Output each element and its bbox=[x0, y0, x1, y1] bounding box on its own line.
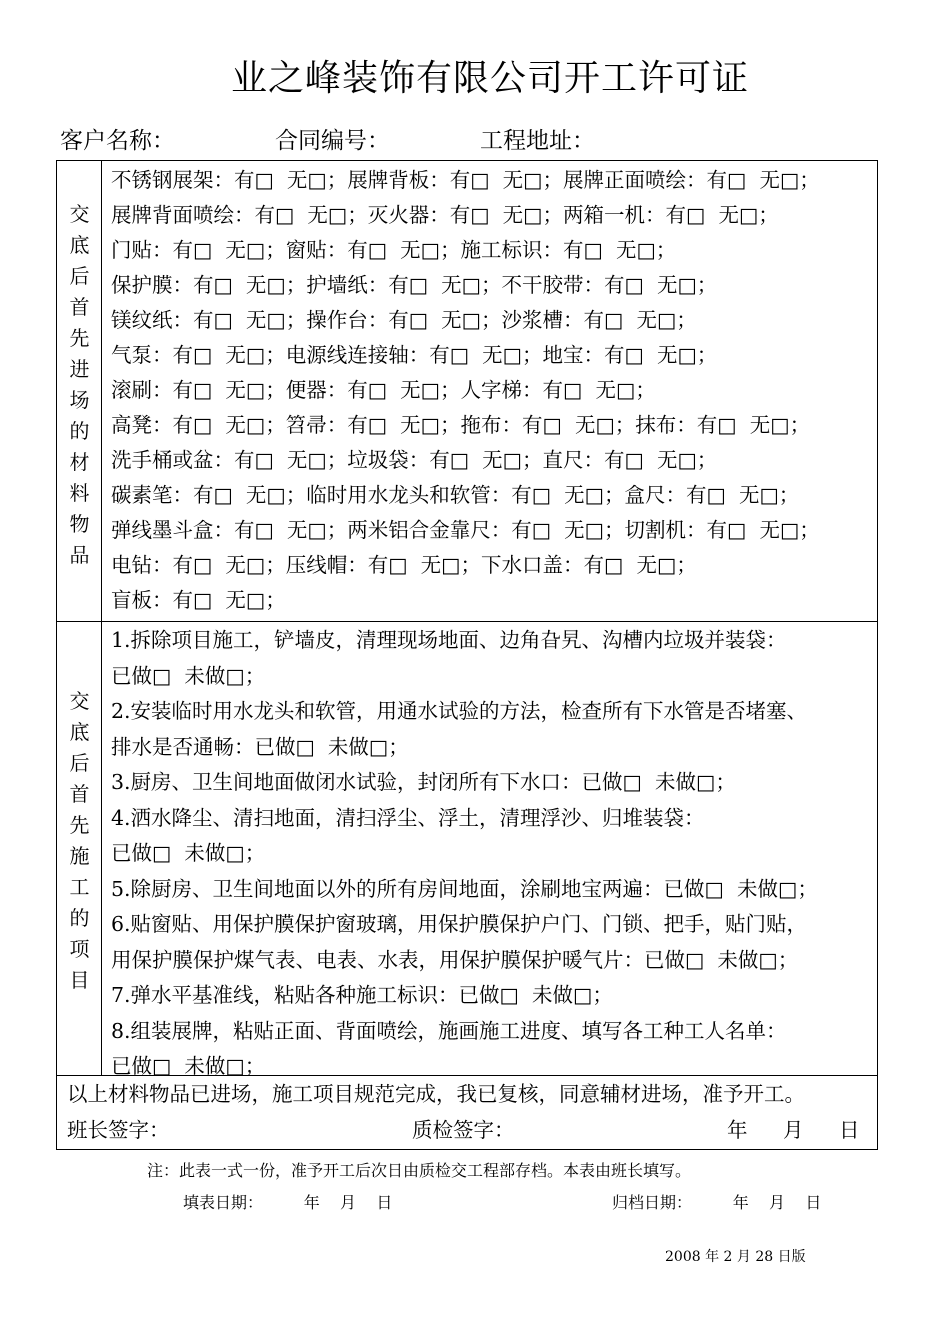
section-label-char: 材 bbox=[69, 450, 90, 474]
material-row: 盲板：有□ 无□； bbox=[111, 588, 286, 612]
material-row: 展牌背面喷绘：有□ 无□；灭火器：有□ 无□；两箱一机：有□ 无□； bbox=[111, 203, 779, 227]
section-label-char: 先 bbox=[69, 326, 90, 350]
construction-section-header bbox=[57, 621, 102, 1075]
material-row: 不锈钢展架：有□ 无□；展牌背板：有□ 无□；展牌正面喷绘：有□ 无□； bbox=[111, 168, 820, 192]
qc-signature-label: 质检签字： bbox=[412, 1118, 515, 1142]
material-row: 滚刷：有□ 无□；便器：有□ 无□；人字梯：有□ 无□； bbox=[111, 378, 656, 402]
construction-item-row: 排水是否通畅：已做□ 未做□； bbox=[111, 734, 409, 759]
construction-items-section bbox=[57, 621, 877, 1076]
section-label-char: 底 bbox=[69, 720, 90, 744]
permit-form-table bbox=[56, 160, 878, 1150]
project-address-label: 工程地址： bbox=[480, 128, 595, 154]
client-name-label: 客户名称： bbox=[60, 128, 175, 154]
section-label-char: 先 bbox=[69, 813, 90, 837]
version-label: 2008 年 2 月 28 日版 bbox=[665, 1249, 806, 1265]
section-label-char: 后 bbox=[69, 264, 90, 288]
construction-item-row: 1.拆除项目施工，铲墙皮，清理现场地面、边角旮旯、沟槽内垃圾并装袋： bbox=[111, 628, 787, 652]
section-label-char: 首 bbox=[69, 295, 90, 319]
construction-section-label bbox=[57, 686, 102, 996]
section-label-char: 施 bbox=[69, 844, 90, 868]
material-row: 高凳：有□ 无□；笤帚：有□ 无□；拖布：有□ 无□；抹布：有□ 无□； bbox=[111, 413, 811, 437]
signature-line bbox=[67, 1113, 867, 1143]
section-label-char: 交 bbox=[69, 689, 90, 713]
construction-item-row: 已做□ 未做□； bbox=[111, 663, 266, 688]
footer-note: 注：此表一式一份，准予开工后次日由质检交工程部存档。本表由班长填写。 bbox=[147, 1161, 692, 1180]
construction-item-row: 2.安装临时用水龙头和软管，用通水试验的方法，检查所有下水管是否堵塞、 bbox=[111, 699, 808, 723]
material-row: 弹线墨斗盒：有□ 无□；两米铝合金靠尺：有□ 无□；切割机：有□ 无□； bbox=[111, 518, 820, 542]
section-label-char: 首 bbox=[69, 782, 90, 806]
section-label-char: 工 bbox=[69, 875, 90, 899]
section-label-char: 项 bbox=[69, 937, 90, 961]
section-label-char: 场 bbox=[69, 388, 90, 412]
material-row: 碳素笔：有□ 无□；临时用水龙头和软管：有□ 无□；盒尺：有□ 无□； bbox=[111, 483, 800, 507]
materials-section-header bbox=[57, 161, 102, 621]
section-label-char: 物 bbox=[69, 512, 90, 536]
section-label-char: 底 bbox=[69, 233, 90, 257]
construction-item-row: 5.除厨房、卫生间地面以外的所有房间地面，涂刷地宝两遍：已做□ 未做□； bbox=[111, 876, 818, 901]
material-row: 洗手桶或盆：有□ 无□；垃圾袋：有□ 无□；直尺：有□ 无□； bbox=[111, 448, 718, 472]
section-label-char: 的 bbox=[69, 906, 90, 930]
construction-item-row: 8.组装展牌，粘贴正面、背面喷绘，施画施工进度、填写各工种工人名单： bbox=[111, 1018, 787, 1043]
archive-date-label: 归档日期： 年 月 日 bbox=[612, 1193, 822, 1212]
leader-signature-label: 班长签字： bbox=[67, 1118, 170, 1142]
section-label-char: 料 bbox=[69, 481, 90, 505]
construction-item-row: 7.弹水平基准线，粘贴各种施工标识：已做□ 未做□； bbox=[111, 983, 613, 1007]
section-label-char: 的 bbox=[69, 419, 90, 443]
sign-year-label: 年 bbox=[727, 1118, 748, 1142]
approval-section bbox=[57, 1075, 877, 1149]
contract-number-label: 合同编号： bbox=[275, 128, 390, 154]
construction-items-list bbox=[111, 623, 873, 1085]
section-label-char: 品 bbox=[69, 543, 90, 567]
material-row: 镁纹纸：有□ 无□；操作台：有□ 无□；沙浆槽：有□ 无□； bbox=[111, 308, 697, 332]
construction-item-row: 已做□ 未做□； bbox=[111, 1054, 266, 1078]
material-row: 电钻：有□ 无□；压线帽：有□ 无□；下水口盖：有□ 无□； bbox=[111, 553, 697, 577]
construction-item-row: 6.贴窗贴、用保护膜保护窗玻璃，用保护膜保护户门、门锁、把手，贴门贴， bbox=[111, 912, 808, 936]
sign-month-label: 月 bbox=[783, 1118, 804, 1142]
materials-section bbox=[57, 161, 877, 622]
sign-day-label: 日 bbox=[839, 1118, 860, 1142]
material-row: 门贴：有□ 无□；窗贴：有□ 无□；施工标识：有□ 无□； bbox=[111, 238, 677, 262]
fill-date-label: 填表日期： 年 月 日 bbox=[183, 1193, 393, 1212]
approval-statement: 以上材料物品已进场，施工项目规范完成，我已复核，同意辅材进场，准予开工。 bbox=[67, 1082, 805, 1106]
construction-item-row: 已做□ 未做□； bbox=[111, 841, 266, 865]
material-row: 保护膜：有□ 无□；护墙纸：有□ 无□；不干胶带：有□ 无□； bbox=[111, 273, 718, 297]
section-label-char: 目 bbox=[69, 968, 90, 992]
section-label-char: 交 bbox=[69, 202, 90, 226]
material-row: 气泵：有□ 无□；电源线连接轴：有□ 无□；地宝：有□ 无□； bbox=[111, 343, 718, 367]
materials-list bbox=[111, 163, 873, 618]
materials-section-label bbox=[57, 199, 102, 571]
construction-item-row: 4.洒水降尘、清扫地面，清扫浮尘、浮土，清理浮沙、归堆装袋： bbox=[111, 805, 705, 830]
section-label-char: 后 bbox=[69, 751, 90, 775]
construction-item-row: 3.厨房、卫生间地面做闭水试验，封闭所有下水口：已做□ 未做□； bbox=[111, 770, 736, 794]
document-title: 业之峰装饰有限公司开工许可证 bbox=[230, 58, 749, 99]
section-label-char: 进 bbox=[69, 357, 90, 381]
construction-item-row: 用保护膜保护煤气表、电表、水表，用保护膜保护暖气片：已做□ 未做□； bbox=[111, 947, 799, 972]
